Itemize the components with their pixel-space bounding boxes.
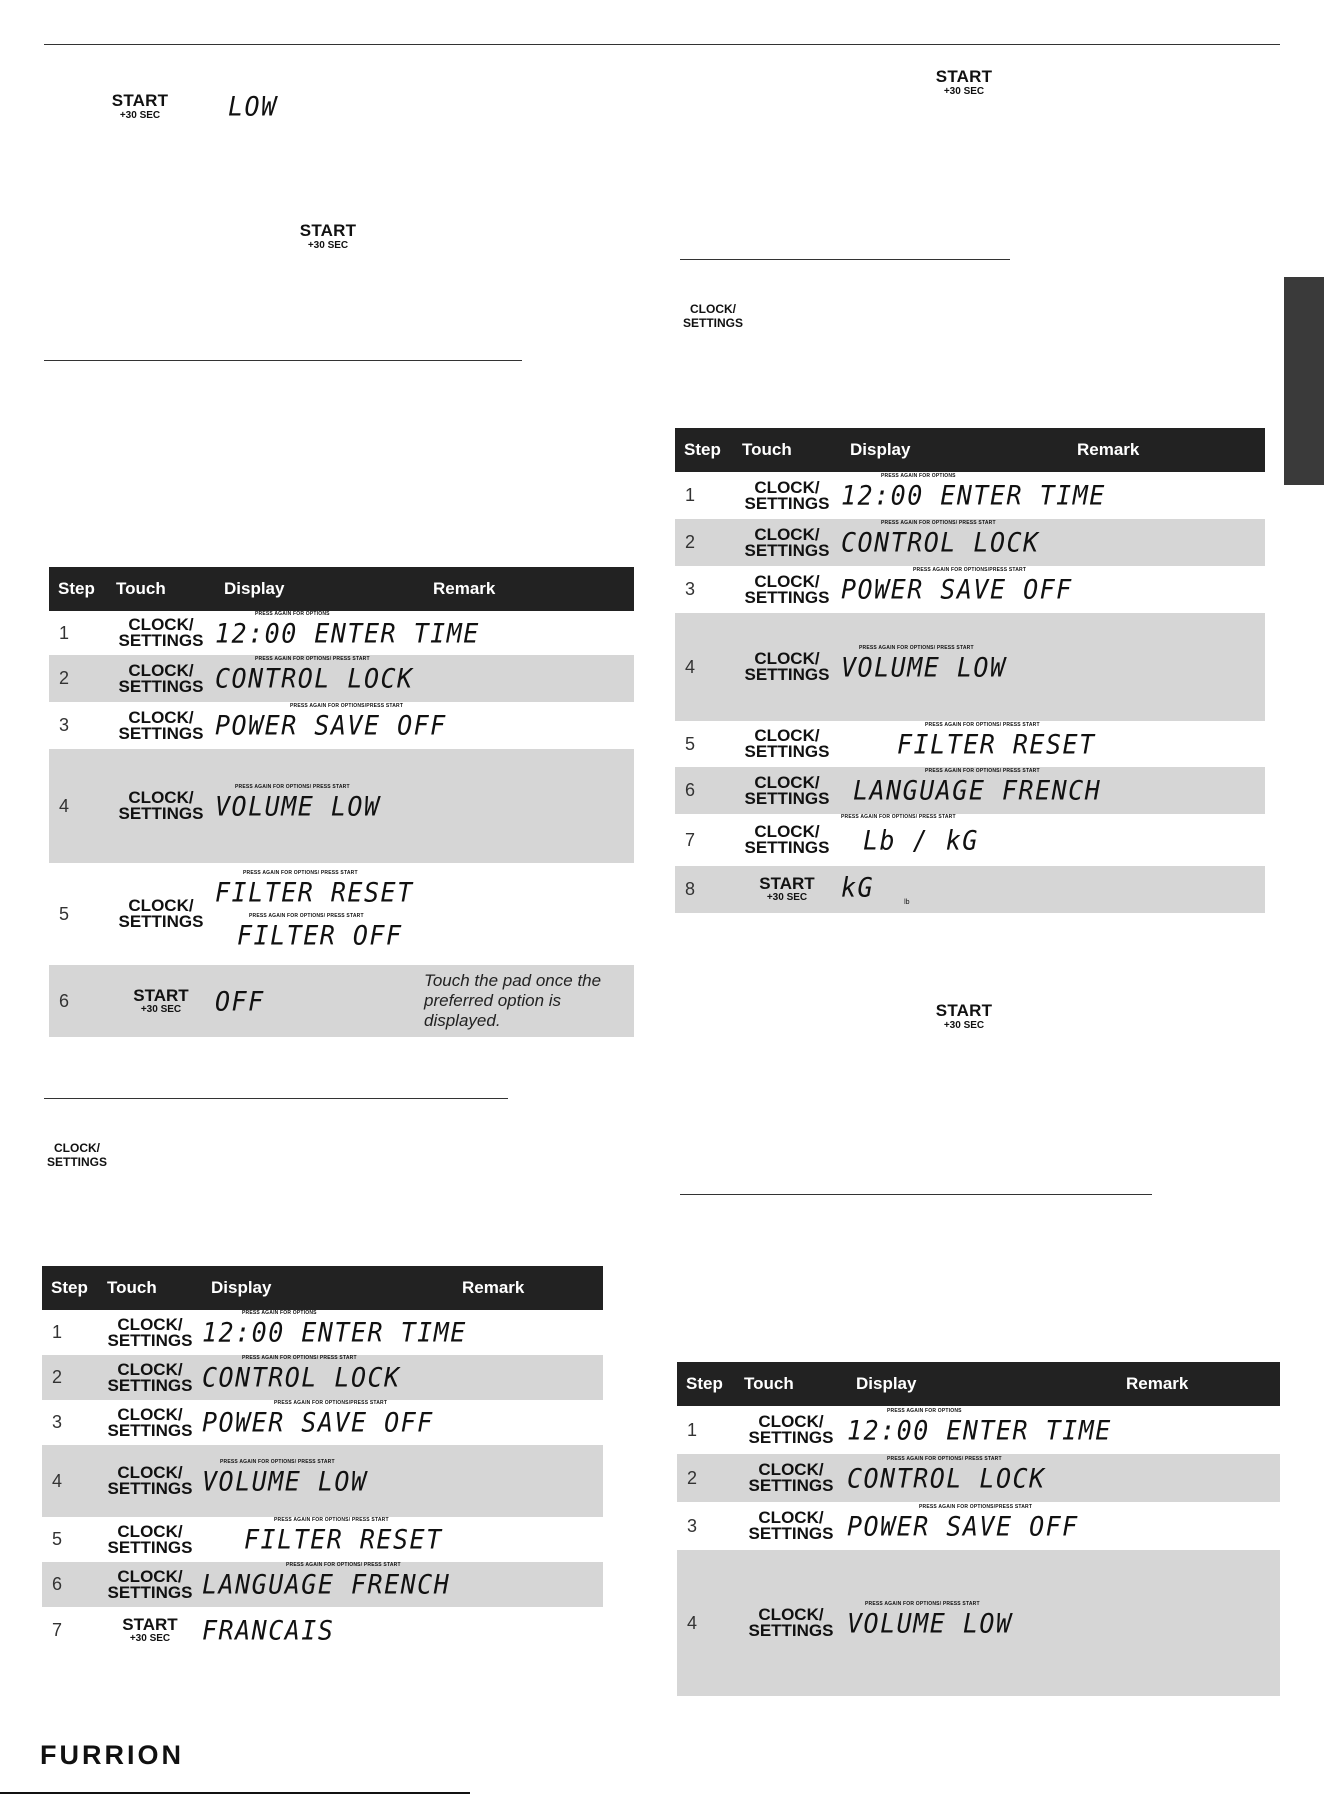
top-rule — [44, 44, 1280, 45]
header-touch: Touch — [733, 428, 841, 472]
settings-table-c — [675, 428, 1265, 913]
clock-settings-label: CLOCK/ SETTINGS — [682, 302, 743, 330]
table-row: 1 CLOCK/ SETTINGS PRESS AGAIN FOR OPTIONS 12:00 ENTER TIME — [685, 473, 1106, 513]
settings-table-a — [49, 567, 634, 1037]
table-row: 4 CLOCK/ SETTINGS PRESS AGAIN FOR OPTIONS/ PRESS START VOLUME LOW — [677, 1550, 1280, 1696]
header-touch: Touch — [98, 1266, 202, 1310]
header-touch: Touch — [735, 1362, 847, 1406]
furrion-logo: FURRION — [40, 1740, 184, 1770]
lcd-low: LOW — [228, 91, 278, 122]
section-rule — [680, 1194, 1152, 1195]
table-row: 3 CLOCK/ SETTINGS PRESS AGAIN FOR OPTIONS/PRESS START POWER SAVE OFF — [59, 703, 447, 743]
header-display: Display — [847, 1362, 1117, 1406]
table-row: 2 CLOCK/ SETTINGS PRESS AGAIN FOR OPTIONS/ PRESS START CONTROL LOCK — [677, 1454, 1280, 1502]
table-row: 5 CLOCK/ SETTINGS PRESS AGAIN FOR OPTIONS/ PRESS START FILTER RESET — [685, 721, 1096, 761]
table-row: 3 CLOCK/ SETTINGS PRESS AGAIN FOR OPTIONS/PRESS START POWER SAVE OFF — [685, 567, 1073, 607]
clock-settings-label: CLOCK/ SETTINGS — [46, 1141, 107, 1169]
header-display: Display — [202, 1266, 453, 1310]
header-step: Step — [675, 428, 733, 472]
table-row: 8 START +30 SEC kG $_{lb}$ — [675, 866, 1265, 913]
table-row: 3 CLOCK/ SETTINGS PRESS AGAIN FOR OPTIONS/PRESS START POWER SAVE OFF — [687, 1503, 1079, 1543]
table-row: 2 CLOCK/ SETTINGS PRESS AGAIN FOR OPTIONS/ PRESS START CONTROL LOCK — [675, 519, 1265, 566]
start-button-label: START +30 SEC — [299, 221, 357, 251]
section-rule — [680, 259, 1010, 260]
table-row: 6 CLOCK/ SETTINGS PRESS AGAIN FOR OPTIONS/ PRESS START LANGUAGE FRENCH — [42, 1562, 603, 1607]
settings-table-b — [42, 1266, 603, 1653]
header-remark: Remark — [1077, 428, 1265, 472]
section-rule — [44, 360, 522, 361]
table-row: 1 CLOCK/ SETTINGS PRESS AGAIN FOR OPTIONS 12:00 ENTER TIME — [52, 1310, 467, 1350]
header-display: Display — [215, 567, 424, 611]
table-row: 4 CLOCK/ SETTINGS PRESS AGAIN FOR OPTIONS/ PRESS START VOLUME LOW — [49, 749, 634, 863]
table-row: 1 CLOCK/ SETTINGS PRESS AGAIN FOR OPTIONS 12:00 ENTER TIME — [59, 610, 480, 650]
remark-text: Touch the pad once the preferred option is displayed. — [424, 965, 634, 1037]
table-row: 2 CLOCK/ SETTINGS PRESS AGAIN FOR OPTIONS/ PRESS START CONTROL LOCK — [49, 655, 634, 702]
table-row: 7 CLOCK/ SETTINGS PRESS AGAIN FOR OPTIONS/ PRESS START Lb / kG — [685, 813, 979, 857]
table-row: 4 CLOCK/ SETTINGS PRESS AGAIN FOR OPTIONS/ PRESS START VOLUME LOW — [675, 613, 1265, 721]
settings-table-d — [677, 1362, 1280, 1696]
section-rule — [44, 1098, 508, 1099]
start-button-label: START +30 SEC — [111, 91, 169, 121]
table-row: 2 CLOCK/ SETTINGS PRESS AGAIN FOR OPTIONS/ PRESS START CONTROL LOCK — [42, 1355, 603, 1400]
table-row: 7 START +30 SEC FRANCAIS — [52, 1614, 335, 1646]
header-step: Step — [49, 567, 107, 611]
table-row: 1 CLOCK/ SETTINGS PRESS AGAIN FOR OPTIONS 12:00 ENTER TIME — [687, 1407, 1112, 1447]
header-step: Step — [677, 1362, 735, 1406]
header-step: Step — [42, 1266, 98, 1310]
header-remark: Remark — [453, 1266, 603, 1310]
side-tab — [1284, 277, 1324, 485]
table-row: 5 CLOCK/ SETTINGS PRESS AGAIN FOR OPTIONS/ PRESS START FILTER RESET PRESS AGAIN FOR OPTIONS/ PRESS START FILTER OFF — [59, 870, 414, 951]
table-row: 4 CLOCK/ SETTINGS PRESS AGAIN FOR OPTIONS/ PRESS START VOLUME LOW — [42, 1445, 603, 1517]
table-row: 3 CLOCK/ SETTINGS PRESS AGAIN FOR OPTIONS/PRESS START POWER SAVE OFF — [52, 1400, 434, 1440]
header-touch: Touch — [107, 567, 215, 611]
header-remark: Remark — [1117, 1362, 1280, 1406]
table-row: 6 START +30 SEC OFF Touch the pad once the preferred option is displayed. — [49, 965, 634, 1037]
header-remark: Remark — [424, 567, 634, 611]
header-display: Display — [841, 428, 1077, 472]
start-button-label: START +30 SEC — [935, 1001, 993, 1031]
table-row: 6 CLOCK/ SETTINGS PRESS AGAIN FOR OPTIONS/ PRESS START LANGUAGE FRENCH — [675, 767, 1265, 814]
start-button-label: START +30 SEC — [935, 67, 993, 97]
bottom-rule — [0, 1792, 470, 1794]
table-row: 5 CLOCK/ SETTINGS PRESS AGAIN FOR OPTIONS/ PRESS START FILTER RESET — [52, 1517, 443, 1557]
